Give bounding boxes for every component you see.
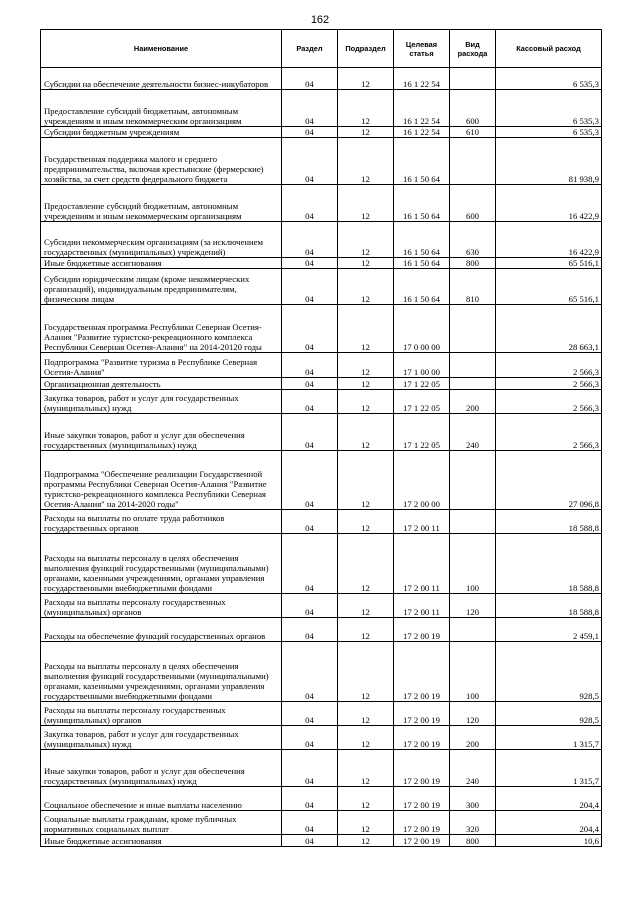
- row-section: 04: [282, 222, 338, 258]
- row-cash-expense: 18 588,8: [496, 594, 602, 618]
- row-expense-type: 300: [450, 787, 496, 811]
- row-cash-expense: 6 535,3: [496, 90, 602, 127]
- row-name: Предоставление субсидий бюджетным, автономным учреждениям и иным некоммерческим организациям: [41, 185, 282, 222]
- row-cash-expense: 18 588,8: [496, 534, 602, 594]
- row-cash-expense: 65 516,1: [496, 258, 602, 269]
- row-target-article: 16 1 22 54: [394, 68, 450, 90]
- row-expense-type: 630: [450, 222, 496, 258]
- row-name: Организационная деятельность: [41, 378, 282, 390]
- row-subsection: 12: [338, 258, 394, 269]
- row-target-article: 17 2 00 19: [394, 726, 450, 750]
- table-row: [41, 726, 602, 750]
- row-cash-expense: 16 422,9: [496, 185, 602, 222]
- row-target-article: 17 2 00 11: [394, 594, 450, 618]
- row-subsection: 12: [338, 618, 394, 642]
- row-expense-type: [450, 68, 496, 90]
- row-subsection: 12: [338, 222, 394, 258]
- row-expense-type: 100: [450, 642, 496, 702]
- row-subsection: 12: [338, 185, 394, 222]
- row-name: Государственная программа Республики Северная Осетия-Алания "Развитие туристско-рекреационного комплекса Республики Северная Осетия-Алания" на 2014-20120 годы: [41, 305, 282, 353]
- row-name: Подпрограмма "Обеспечение реализации Государственной программы Республики Северная Осетия-Алания "Развитие туристско-рекреационного комплекса Республики Северная Осетия-Алания" на 2014-2020 годы": [41, 451, 282, 510]
- table-row: [41, 414, 602, 451]
- row-name: Расходы на выплаты персоналу государственных (муниципальных) органов: [41, 702, 282, 726]
- table-row: [41, 510, 602, 534]
- row-target-article: 16 1 50 64: [394, 138, 450, 185]
- row-expense-type: 240: [450, 750, 496, 787]
- row-cash-expense: 27 096,8: [496, 451, 602, 510]
- row-subsection: 12: [338, 305, 394, 353]
- row-target-article: 16 1 50 64: [394, 222, 450, 258]
- row-subsection: 12: [338, 269, 394, 305]
- row-cash-expense: 1 315,7: [496, 726, 602, 750]
- table-row: [41, 451, 602, 510]
- row-name: Субсидии некоммерческим организациям (за исключением государственных (муниципальных) учреждений): [41, 222, 282, 258]
- row-subsection: 12: [338, 835, 394, 847]
- row-section: 04: [282, 185, 338, 222]
- row-section: 04: [282, 726, 338, 750]
- header-subsection: Подраздел: [338, 30, 394, 68]
- row-expense-type: 200: [450, 726, 496, 750]
- budget-expenditure-table: [40, 29, 602, 847]
- row-subsection: 12: [338, 726, 394, 750]
- row-expense-type: 600: [450, 185, 496, 222]
- table-row: [41, 787, 602, 811]
- row-section: 04: [282, 390, 338, 414]
- row-subsection: 12: [338, 390, 394, 414]
- row-cash-expense: 928,5: [496, 642, 602, 702]
- row-subsection: 12: [338, 811, 394, 835]
- row-cash-expense: 2 566,3: [496, 353, 602, 378]
- row-section: 04: [282, 138, 338, 185]
- row-target-article: 17 2 00 00: [394, 451, 450, 510]
- row-section: 04: [282, 68, 338, 90]
- row-cash-expense: 28 663,1: [496, 305, 602, 353]
- row-target-article: 17 2 00 19: [394, 750, 450, 787]
- header-name: Наименование: [41, 30, 282, 68]
- row-cash-expense: 204,4: [496, 811, 602, 835]
- row-target-article: 16 1 50 64: [394, 185, 450, 222]
- table-row: [41, 353, 602, 378]
- row-name: Социальное обеспечение и иные выплаты населению: [41, 787, 282, 811]
- row-expense-type: 240: [450, 414, 496, 451]
- row-target-article: 16 1 22 54: [394, 90, 450, 127]
- row-target-article: 17 1 00 00: [394, 353, 450, 378]
- row-cash-expense: 81 938,9: [496, 138, 602, 185]
- row-cash-expense: 6 535,3: [496, 68, 602, 90]
- row-name: Субсидии на обеспечение деятельности бизнес-инкубаторов: [41, 68, 282, 90]
- row-target-article: 17 2 00 19: [394, 835, 450, 847]
- row-expense-type: [450, 353, 496, 378]
- row-subsection: 12: [338, 90, 394, 127]
- row-cash-expense: 65 516,1: [496, 269, 602, 305]
- row-expense-type: [450, 510, 496, 534]
- row-cash-expense: 2 459,1: [496, 618, 602, 642]
- row-name: Субсидии бюджетным учреждениям: [41, 127, 282, 138]
- row-expense-type: 120: [450, 594, 496, 618]
- row-cash-expense: 2 566,3: [496, 390, 602, 414]
- row-expense-type: 800: [450, 835, 496, 847]
- row-target-article: 17 2 00 19: [394, 787, 450, 811]
- row-section: 04: [282, 750, 338, 787]
- row-target-article: 17 2 00 19: [394, 642, 450, 702]
- row-name: Расходы на выплаты по оплате труда работников государственных органов: [41, 510, 282, 534]
- row-cash-expense: 2 566,3: [496, 414, 602, 451]
- row-subsection: 12: [338, 414, 394, 451]
- table-row: [41, 378, 602, 390]
- row-section: 04: [282, 534, 338, 594]
- row-subsection: 12: [338, 378, 394, 390]
- row-name: Иные закупки товаров, работ и услуг для обеспечения государственных (муниципальных) нужд: [41, 414, 282, 451]
- row-subsection: 12: [338, 702, 394, 726]
- row-subsection: 12: [338, 594, 394, 618]
- row-section: 04: [282, 618, 338, 642]
- table-row: [41, 305, 602, 353]
- header-expense-type: Вид расхода: [450, 30, 496, 68]
- header-target-article: Целевая статья: [394, 30, 450, 68]
- table-row: [41, 835, 602, 847]
- row-expense-type: 610: [450, 127, 496, 138]
- row-section: 04: [282, 835, 338, 847]
- row-target-article: 17 2 00 19: [394, 811, 450, 835]
- header-section: Раздел: [282, 30, 338, 68]
- row-subsection: 12: [338, 534, 394, 594]
- row-target-article: 16 1 50 64: [394, 258, 450, 269]
- row-expense-type: 320: [450, 811, 496, 835]
- table-row: [41, 750, 602, 787]
- row-target-article: 17 2 00 11: [394, 510, 450, 534]
- row-cash-expense: 16 422,9: [496, 222, 602, 258]
- row-subsection: 12: [338, 750, 394, 787]
- row-cash-expense: 1 315,7: [496, 750, 602, 787]
- row-name: Социальные выплаты гражданам, кроме публичных нормативных социальных выплат: [41, 811, 282, 835]
- row-target-article: 17 2 00 19: [394, 618, 450, 642]
- table-row: [41, 68, 602, 90]
- row-subsection: 12: [338, 138, 394, 185]
- row-subsection: 12: [338, 510, 394, 534]
- row-expense-type: [450, 378, 496, 390]
- table-row: [41, 222, 602, 258]
- table-header-row: [41, 30, 602, 68]
- row-section: 04: [282, 702, 338, 726]
- row-section: 04: [282, 127, 338, 138]
- row-name: Иные закупки товаров, работ и услуг для обеспечения государственных (муниципальных) нужд: [41, 750, 282, 787]
- row-section: 04: [282, 378, 338, 390]
- row-cash-expense: 204,4: [496, 787, 602, 811]
- row-subsection: 12: [338, 787, 394, 811]
- row-expense-type: 120: [450, 702, 496, 726]
- row-target-article: 17 2 00 19: [394, 702, 450, 726]
- row-expense-type: 100: [450, 534, 496, 594]
- row-name: Закупка товаров, работ и услуг для государственных (муниципальных) нужд: [41, 726, 282, 750]
- row-cash-expense: 10,6: [496, 835, 602, 847]
- row-target-article: 17 1 22 05: [394, 414, 450, 451]
- row-section: 04: [282, 811, 338, 835]
- row-section: 04: [282, 451, 338, 510]
- row-name: Иные бюджетные ассигнования: [41, 258, 282, 269]
- row-subsection: 12: [338, 642, 394, 702]
- row-section: 04: [282, 414, 338, 451]
- row-cash-expense: 6 535,3: [496, 127, 602, 138]
- row-name: Расходы на выплаты персоналу в целях обеспечения выполнения функций государственными (муниципальными) органами, казенными учреждениями, органами управления государственными внебюджетными фондами: [41, 534, 282, 594]
- row-expense-type: [450, 138, 496, 185]
- row-section: 04: [282, 594, 338, 618]
- table-row: [41, 127, 602, 138]
- row-target-article: 16 1 22 54: [394, 127, 450, 138]
- row-section: 04: [282, 642, 338, 702]
- row-expense-type: [450, 451, 496, 510]
- row-name: Расходы на обеспечение функций государственных органов: [41, 618, 282, 642]
- table-row: [41, 811, 602, 835]
- row-section: 04: [282, 353, 338, 378]
- row-expense-type: [450, 305, 496, 353]
- row-section: 04: [282, 510, 338, 534]
- table-body: [41, 68, 602, 847]
- table-row: [41, 269, 602, 305]
- page-number: 162: [310, 14, 330, 26]
- row-section: 04: [282, 90, 338, 127]
- row-expense-type: 810: [450, 269, 496, 305]
- table-row: [41, 138, 602, 185]
- row-cash-expense: 18 588,8: [496, 510, 602, 534]
- row-subsection: 12: [338, 451, 394, 510]
- row-expense-type: [450, 618, 496, 642]
- row-target-article: 17 0 00 00: [394, 305, 450, 353]
- row-cash-expense: 928,5: [496, 702, 602, 726]
- row-name: Расходы на выплаты персоналу государственных (муниципальных) органов: [41, 594, 282, 618]
- row-name: Предоставление субсидий бюджетным, автономным учреждениям и иным некоммерческим организациям: [41, 90, 282, 127]
- row-target-article: 17 1 22 05: [394, 378, 450, 390]
- row-name: Закупка товаров, работ и услуг для государственных (муниципальных) нужд: [41, 390, 282, 414]
- table-row: [41, 185, 602, 222]
- table-row: [41, 258, 602, 269]
- row-expense-type: 600: [450, 90, 496, 127]
- row-name: Подпрограмма "Развитие туризма в Республике Северная Осетия-Алания": [41, 353, 282, 378]
- row-target-article: 17 2 00 11: [394, 534, 450, 594]
- table-row: [41, 702, 602, 726]
- row-name: Иные бюджетные ассигнования: [41, 835, 282, 847]
- table-row: [41, 534, 602, 594]
- row-subsection: 12: [338, 68, 394, 90]
- table-row: [41, 390, 602, 414]
- table-row: [41, 642, 602, 702]
- row-cash-expense: 2 566,3: [496, 378, 602, 390]
- row-section: 04: [282, 787, 338, 811]
- row-section: 04: [282, 305, 338, 353]
- table-row: [41, 618, 602, 642]
- table-row: [41, 594, 602, 618]
- row-name: Расходы на выплаты персоналу в целях обеспечения выполнения функций государственными (муниципальными) органами, казенными учреждениями, органами управления государственными внебюджетными фондами: [41, 642, 282, 702]
- row-target-article: 16 1 50 64: [394, 269, 450, 305]
- header-cash-expense: Кассовый расход: [496, 30, 602, 68]
- row-section: 04: [282, 258, 338, 269]
- row-name: Государственная поддержка малого и среднего предпринимательства, включая крестьянские (фермерские) хозяйства, за счет средств федерального бюджета: [41, 138, 282, 185]
- row-expense-type: 200: [450, 390, 496, 414]
- row-subsection: 12: [338, 127, 394, 138]
- row-section: 04: [282, 269, 338, 305]
- row-name: Субсидии юридическим лицам (кроме некоммерческих организаций), индивидуальным предпринимателям, физическим лицам: [41, 269, 282, 305]
- row-target-article: 17 1 22 05: [394, 390, 450, 414]
- table-row: [41, 90, 602, 127]
- row-subsection: 12: [338, 353, 394, 378]
- row-expense-type: 800: [450, 258, 496, 269]
